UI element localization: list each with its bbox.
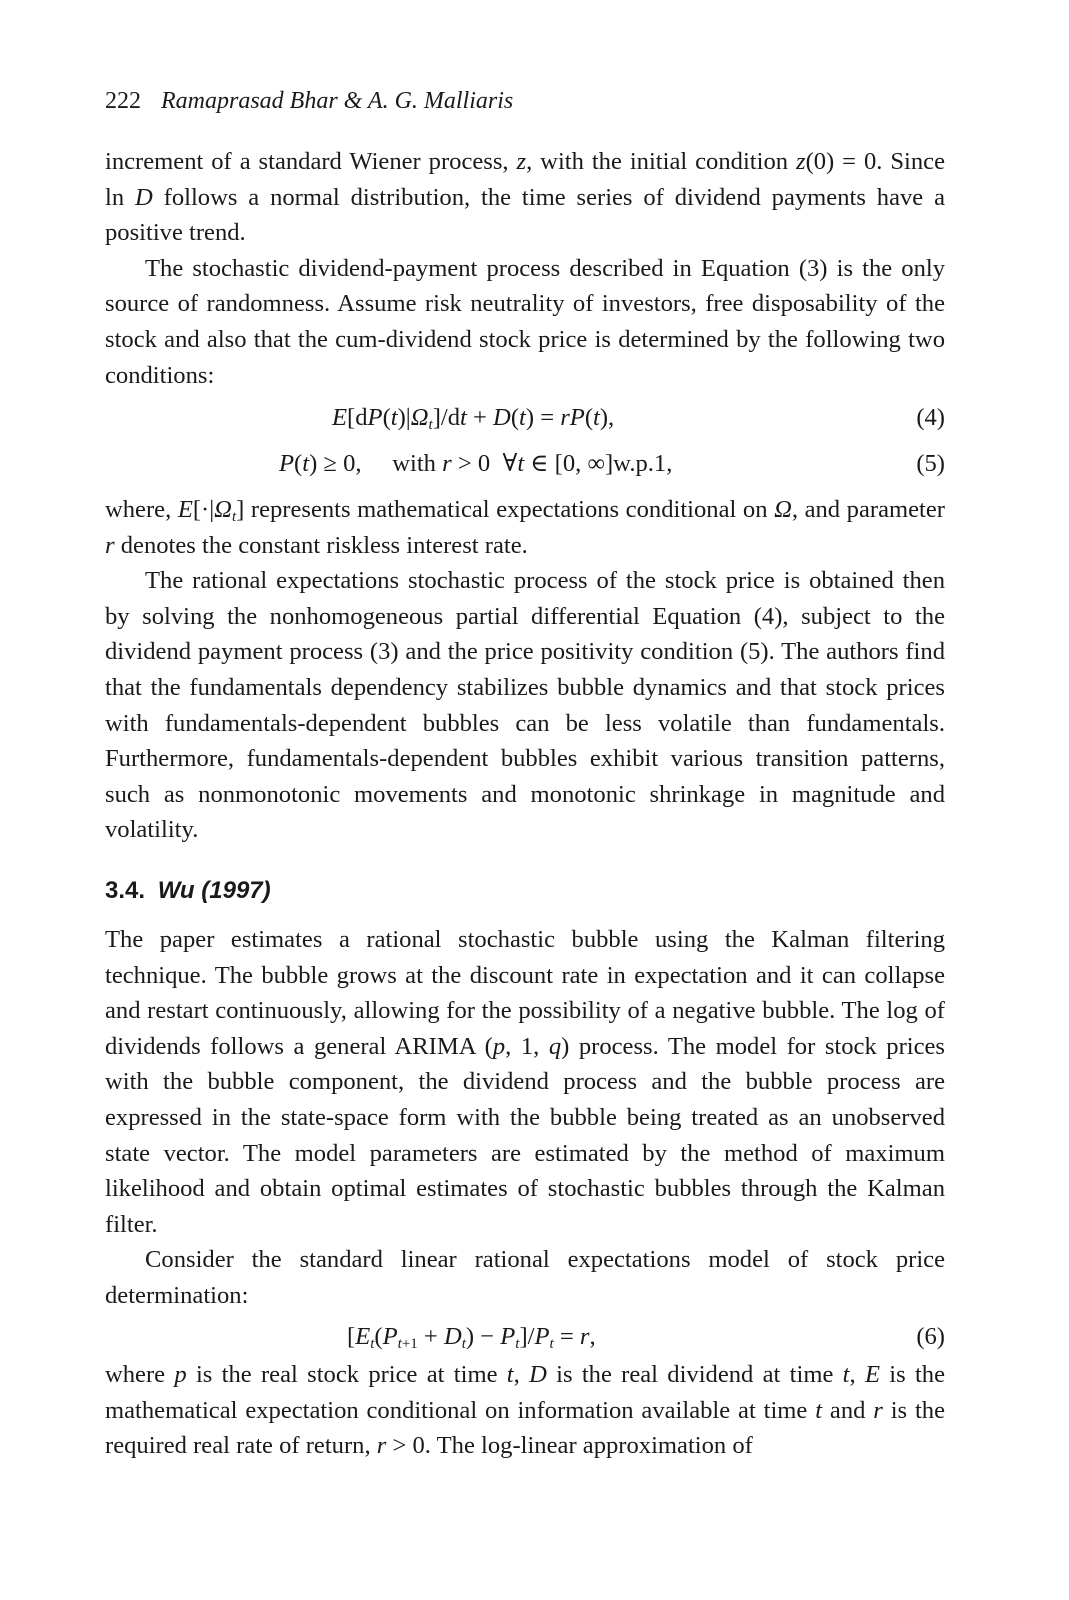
text-block-1: [105, 144, 945, 393]
equation-body: P(t) ≥ 0, with r > 0 ∀t ∈ [0, ∞]w.p.1,: [279, 450, 673, 477]
page-number: 222: [105, 88, 141, 114]
equation-6: [105, 1320, 945, 1354]
equation-4: [105, 401, 945, 435]
equation-number: (5): [916, 450, 945, 477]
paragraph: where, $E[\cdot|\Omega_t]$ represents mathematical expectations conditional on Ω, and parameter r denotes the constant riskless interest rate.: [105, 496, 945, 559]
running-header-authors: Ramaprasad Bhar & A. G. Malliaris: [161, 88, 514, 114]
text-block-3: [105, 922, 945, 1314]
equation-body: $[E_t(P_{t+1} + D_t) - P_t]/P_t = r$,: [347, 1323, 596, 1352]
paragraph: increment of a standard Wiener process, z, with the initial condition z(0) = 0. Since ln D follows a normal distribution, the time series of dividend payments have a positive trend.: [105, 148, 946, 247]
equation-number: (4): [916, 404, 945, 431]
paragraph: where p is the real stock price at time t, D is the real dividend at time t, E is the mathematical expectation conditional on information available at time t and r is the required real rate of return, r > 0. The log-linear approximation of: [105, 1361, 946, 1460]
paragraph: The paper estimates a rational stochastic bubble using the Kalman filtering technique. The bubble grows at the discount rate in expectation and it can collapse and restart continuously, allowing for the possibility of a negative bubble. The log of dividends follows a general ARIMA (p, 1, q) process. The model for stock prices with the bubble component, the dividend process and the bubble process are expressed in the state-space form with the bubble being treated as an unobserved state vector. The model parameters are estimated by the method of maximum likelihood and obtain optimal estimates of stochastic bubbles through the Kalman filter.: [105, 926, 946, 1238]
section-heading: [105, 874, 271, 908]
paragraph: The rational expectations stochastic process of the stock price is obtained then by solving the nonhomogeneous partial differential Equation (4), subject to the dividend payment process (3) and the price positivity condition (5). The authors find that the fundamentals dependency stabilizes bubble dynamics and that stock prices with fundamentals-dependent bubbles can be less volatile than fundamentals. Furthermore, fundamentals-dependent bubbles exhibit various transition patterns, such as nonmonotonic movements and monotonic shrinkage in magnitude and volatility.: [105, 567, 945, 844]
paragraph: Consider the standard linear rational expectations model of stock price determination:: [105, 1246, 945, 1309]
equation-number: (6): [916, 1323, 945, 1350]
text-block-2: [105, 492, 945, 848]
text-block-4: [105, 1357, 945, 1464]
section-title: Wu (1997): [157, 877, 271, 904]
equation-body: $E[dP(t)|\Omega_t]/dt + D(t) = rP(t)$,: [332, 404, 615, 433]
running-header: [105, 86, 513, 116]
paragraph: The stochastic dividend-payment process described in Equation (3) is the only source of randomness. Assume risk neutrality of investors, free disposability of the stock and also that the cum-dividend stock price is determined by the following two conditions:: [105, 254, 945, 389]
equation-5: [105, 447, 945, 481]
section-number: 3.4.: [105, 877, 146, 904]
